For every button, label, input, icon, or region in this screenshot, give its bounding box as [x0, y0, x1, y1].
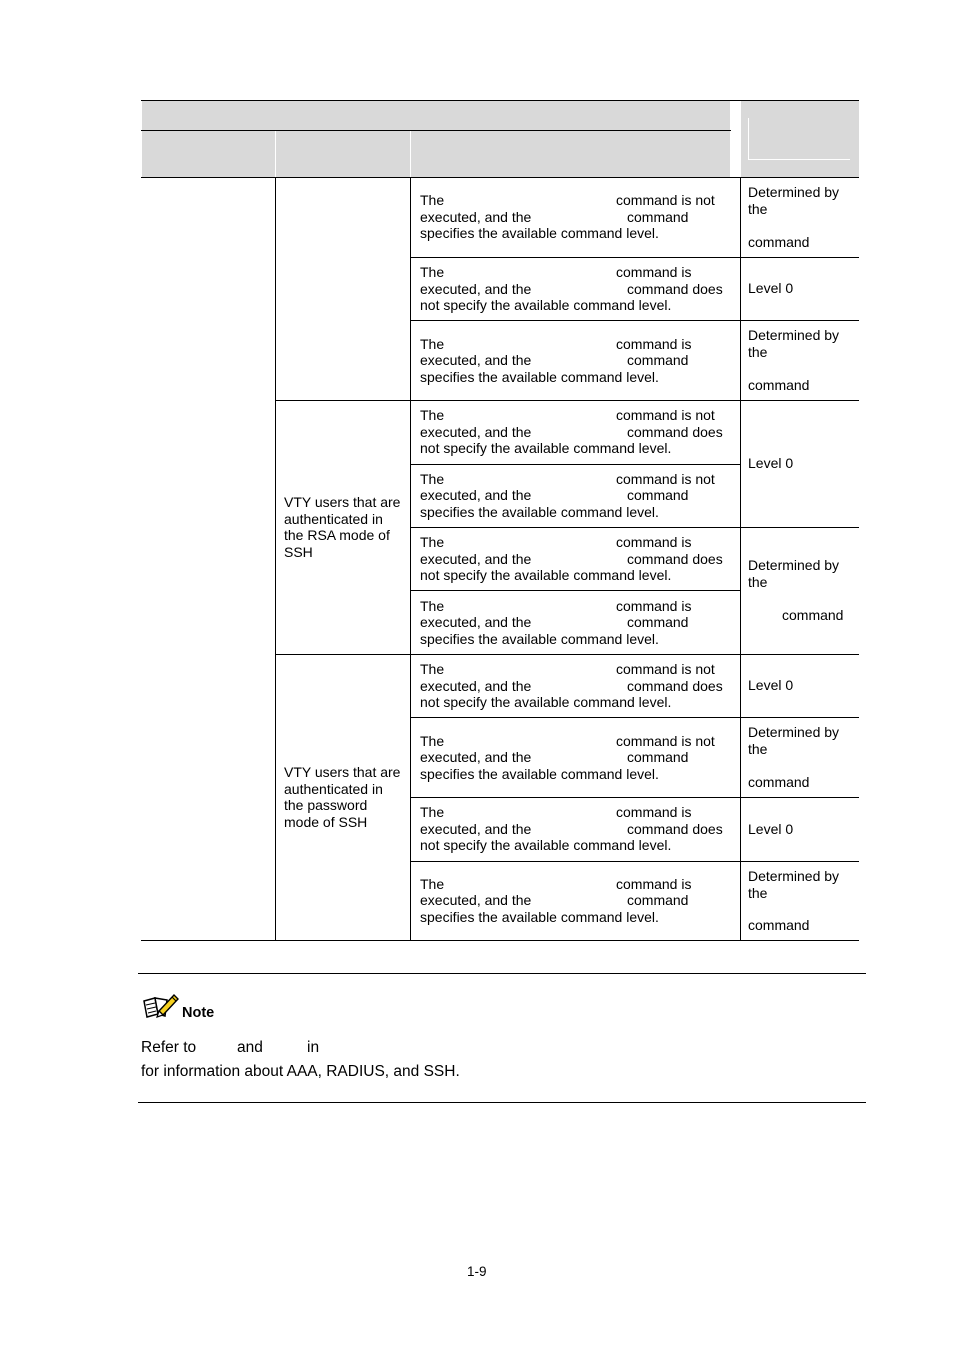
condition-text: command is not [616, 733, 715, 749]
condition-text: The [420, 804, 445, 820]
level-text: command [748, 377, 810, 393]
row-rule [410, 861, 859, 862]
condition-text: executed, and the [420, 892, 532, 908]
note-text: and [237, 1039, 263, 1056]
condition-text: executed, and the [420, 821, 532, 837]
condition-text: command is not [616, 407, 715, 423]
condition-text: The [420, 336, 445, 352]
condition-text: not specify the available command level. [420, 837, 672, 853]
condition-text: The [420, 598, 445, 614]
vline-col3-left [410, 177, 411, 941]
level-text: Level 0 [748, 280, 794, 296]
level-text: the [748, 741, 768, 757]
level-text: the [748, 574, 768, 590]
row-rule [410, 320, 859, 321]
condition-text: The [420, 471, 445, 487]
level-text: command [748, 234, 810, 250]
row-rule [410, 257, 859, 258]
vline-col2-left [275, 177, 276, 941]
note-top-rule [138, 973, 866, 974]
condition-text: specifies the available command level. [420, 369, 659, 385]
note-text: Refer to [141, 1039, 197, 1056]
level-text: the [748, 344, 768, 360]
row-rule [410, 590, 741, 591]
condition-text: specifies the available command level. [420, 225, 659, 241]
level-text: Determined by [748, 557, 840, 573]
condition-text: executed, and the [420, 678, 532, 694]
table-header-col2 [276, 131, 410, 178]
condition-text: command is [616, 876, 692, 892]
condition-text: command [627, 487, 689, 503]
vline-col4-left [740, 177, 741, 941]
level-text: Determined by [748, 724, 840, 740]
condition-text: command [627, 352, 689, 368]
note-pencil-icon [141, 992, 179, 1022]
condition-text: executed, and the [420, 352, 532, 368]
condition-text: The [420, 264, 445, 280]
level-text: Level 0 [748, 455, 794, 471]
condition-text: The [420, 661, 445, 677]
condition-text: The [420, 534, 445, 550]
table-header-col3 [411, 131, 730, 178]
condition-text: not specify the available command level. [420, 297, 672, 313]
condition-text: command [627, 614, 689, 630]
condition-text: command is not [616, 661, 715, 677]
condition-text: command [627, 209, 689, 225]
condition-text: command [627, 749, 689, 765]
row-rule [410, 797, 859, 798]
table-bottom-rule [141, 940, 859, 941]
condition-text: executed, and the [420, 281, 532, 297]
condition-text: command is [616, 336, 692, 352]
header-bottom-rule [141, 177, 859, 178]
condition-text: The [420, 407, 445, 423]
condition-text: specifies the available command level. [420, 631, 659, 647]
level-text: command [748, 774, 810, 790]
note-text: in [307, 1039, 320, 1056]
table-header-level-inner-box [748, 118, 850, 160]
level-text: Level 0 [748, 821, 794, 837]
level-text: command [748, 917, 810, 933]
condition-text: command [627, 892, 689, 908]
level-text: the [748, 201, 768, 217]
condition-text: command does [627, 281, 723, 297]
note-text: for information about AAA, RADIUS, and SSH. [141, 1063, 460, 1080]
condition-text: executed, and the [420, 749, 532, 765]
level-text: Level 0 [748, 677, 794, 693]
condition-text: executed, and the [420, 209, 532, 225]
level-text: command [782, 607, 844, 623]
condition-text: specifies the available command level. [420, 766, 659, 782]
user-group-rsa: VTY users that are authenticated in the RSA mode of SSH [284, 494, 401, 560]
note-title: Note [182, 1005, 215, 1021]
condition-text: executed, and the [420, 551, 532, 567]
condition-text: command is [616, 804, 692, 820]
condition-text: The [420, 192, 445, 208]
condition-text: not specify the available command level. [420, 440, 672, 456]
level-text: Determined by [748, 868, 840, 884]
row-rule [275, 400, 859, 401]
header-mid-rule [141, 130, 731, 131]
condition-text: command does [627, 821, 723, 837]
condition-text: command does [627, 678, 723, 694]
condition-text: executed, and the [420, 614, 532, 630]
table-top-rule [141, 100, 859, 101]
condition-text: command is [616, 598, 692, 614]
page-number: 1-9 [467, 1264, 487, 1279]
condition-text: command is not [616, 192, 715, 208]
user-group-password: VTY users that are authenticated in the password mode of SSH [284, 764, 401, 830]
note-bottom-rule [138, 1102, 866, 1103]
condition-text: not specify the available command level. [420, 567, 672, 583]
condition-text: command does [627, 551, 723, 567]
condition-text: specifies the available command level. [420, 504, 659, 520]
level-text: Determined by [748, 184, 840, 200]
row-rule [410, 717, 859, 718]
condition-text: command is [616, 534, 692, 550]
condition-text: command is not [616, 471, 715, 487]
condition-text: command does [627, 424, 723, 440]
row-rule [275, 654, 859, 655]
condition-text: executed, and the [420, 424, 532, 440]
row-rule [410, 527, 859, 528]
condition-text: The [420, 876, 445, 892]
table-header-col1 [142, 131, 275, 178]
level-text: Determined by [748, 327, 840, 343]
table-header-top [142, 101, 730, 130]
condition-text: The [420, 733, 445, 749]
condition-text: executed, and the [420, 487, 532, 503]
condition-text: not specify the available command level. [420, 694, 672, 710]
condition-text: specifies the available command level. [420, 909, 659, 925]
row-rule [410, 464, 741, 465]
condition-text: command is [616, 264, 692, 280]
level-text: the [748, 885, 768, 901]
